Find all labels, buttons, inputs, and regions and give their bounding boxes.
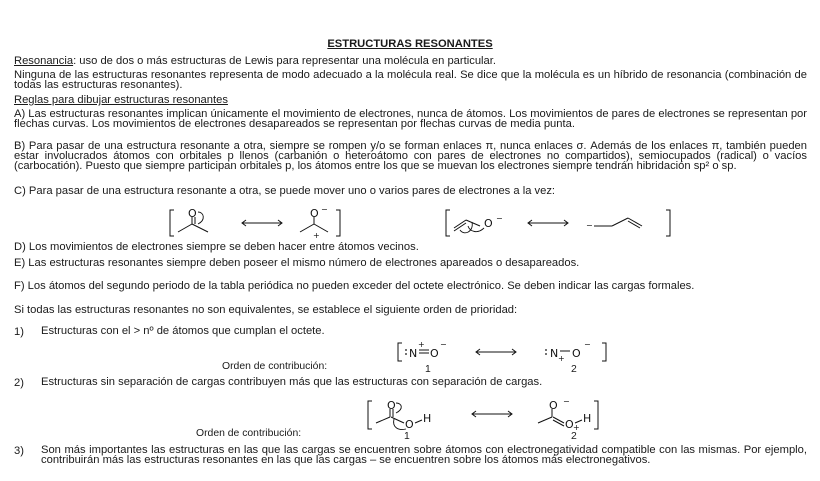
oxygen-label: O — [310, 207, 319, 220]
rank-left: 1 — [404, 431, 410, 442]
rank-right: 2 — [571, 364, 577, 375]
criterion-text: Son más importantes las estructuras en las que las cargas se encuentren sobre átomos con electronegatividad compatible con las mismas. Por ejemplo, contribuirán más las estructuras resonantes en las que las cargas – se encuentren sobre los átomos más electronegativos. — [41, 444, 807, 466]
criterion-text: Estructuras sin separación de cargas contribuyen más que las estructuras con separación de cargas. — [41, 376, 543, 388]
intro-paragraph: Ninguna de las estructuras resonantes representa de modo adecuado a la molécula real. Se dice que la molécula es un híbrido de resonancia (combinación de todas las estructuras resonantes). — [14, 69, 807, 91]
resonance-figure-nitrosyl — [396, 341, 610, 363]
criterion-number: 2) — [14, 377, 24, 389]
order-intro: Si todas las estructuras resonantes no son equivalentes, se establece el siguiente orden de prioridad: — [14, 304, 518, 316]
rule-e: E) Las estructuras resonantes siempre deben poseer el mismo número de electrones apareados o desapareados. — [14, 257, 580, 269]
minus-charge: − — [440, 340, 447, 349]
hydrogen-label: H — [583, 412, 592, 425]
rank-left: 1 — [425, 364, 431, 375]
plus-charge: + — [313, 231, 320, 240]
oxygen-label: O — [430, 347, 439, 360]
rule-c: C) Para pasar de una estructura resonante a otra, se puede mover uno o varios pares de electrones a la vez: — [14, 185, 556, 197]
resonance-figure-enolate — [444, 208, 674, 238]
criterion-number: 1) — [14, 326, 24, 338]
contribution-order-label: Orden de contribución: — [196, 428, 302, 439]
definition-term: Resonancia — [14, 55, 74, 67]
minus-charge: − — [321, 205, 328, 214]
nitrogen-label: N — [409, 347, 418, 360]
plus-charge: + — [558, 354, 565, 363]
oxygen-label: O — [565, 418, 574, 431]
rules-heading: Reglas para dibujar estructuras resonantes — [14, 94, 228, 106]
oxygen-label: O — [549, 399, 558, 412]
minus-charge: − — [586, 221, 593, 230]
resonance-figure-carboxylic — [366, 399, 602, 431]
oxygen-label: O — [188, 207, 197, 220]
plus-charge: + — [573, 423, 580, 432]
criterion-text: Estructuras con el > nº de átomos que cumplan el octete. — [41, 325, 325, 337]
rank-right: 2 — [571, 431, 577, 442]
criterion-number: 3) — [14, 445, 24, 457]
rule-a: A) Las estructuras resonantes implican únicamente el movimiento de electrones, nunca de átomos. Los movimientos de pares de electrones se representan por flechas curvas. Los movimientos de electrones desapareados se representan por flechas curvas de media punta. — [14, 108, 807, 130]
minus-charge: − — [584, 340, 591, 349]
oxygen-label: O — [387, 399, 396, 412]
page-title: ESTRUCTURAS RESONANTES — [327, 38, 493, 50]
oxygen-label: O — [572, 347, 581, 360]
rule-d: D) Los movimientos de electrones siempre se deben hacer entre átomos vecinos. — [14, 241, 419, 253]
resonance-figure-carbonyl — [168, 205, 348, 240]
rule-b: B) Para pasar de una estructura resonante a otra, siempre se rompen y/o se forman enlaces π, nunca enlaces σ. Además de los enlaces π, también pueden estar involucrados átomos con orbitales p llenos (carbanión o heteroátomo con pares de electrones no compartidos), semiocupados (radical) o vacíos (carbocatión). Puesto que siempre participan orbitales p, los átomos entre los que se muevan los electrones siempre tendrán hibridación sp² o sp. — [14, 140, 807, 172]
contribution-order-label: Orden de contribución: — [222, 361, 328, 372]
hydrogen-label: H — [423, 412, 432, 425]
rule-f: F) Los átomos del segundo periodo de la tabla periódica no pueden exceder del octete electrónico. Se deben indicar las cargas formales. — [14, 280, 695, 292]
nitrogen-label: N — [550, 347, 559, 360]
plus-charge: + — [418, 340, 425, 349]
minus-charge: − — [563, 397, 570, 406]
definition-paragraph — [14, 56, 807, 66]
definition-text: : uso de dos o más estructuras de Lewis para representar una molécula en particular. — [73, 55, 496, 67]
minus-charge: − — [496, 214, 503, 223]
oxygen-label: O — [484, 217, 493, 230]
oxygen-label: O — [405, 418, 414, 431]
